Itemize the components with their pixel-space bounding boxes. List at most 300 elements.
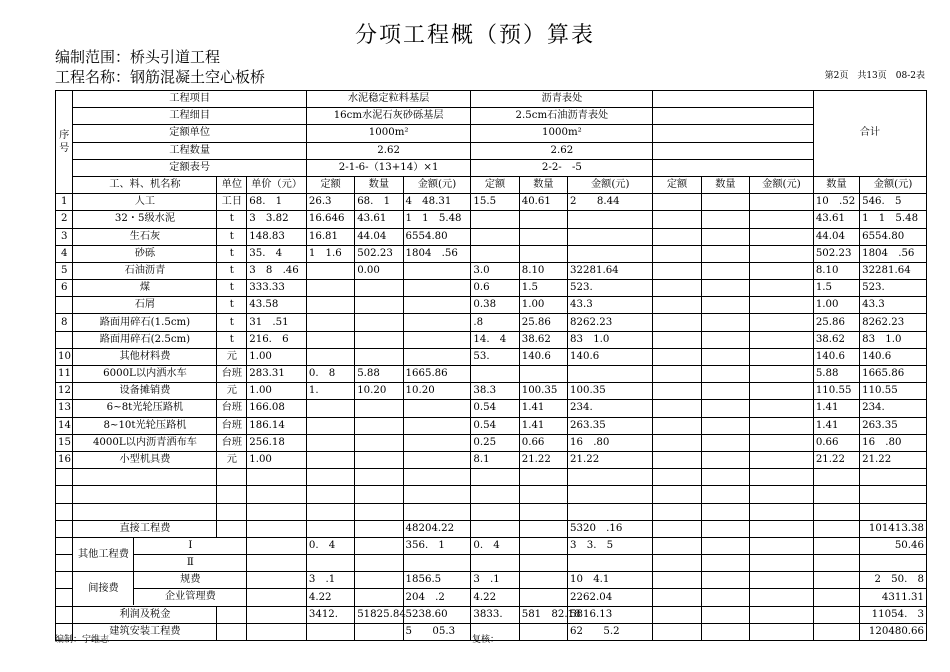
- value-cell: [306, 331, 354, 348]
- item-name: 8~10t光轮压路机: [73, 417, 217, 434]
- value-cell: [519, 245, 567, 262]
- value-cell: 14. 4: [471, 331, 519, 348]
- value-cell: [653, 280, 701, 297]
- blank-cell: [519, 486, 567, 503]
- value-cell: [247, 572, 307, 589]
- value-cell: [247, 606, 307, 623]
- value-cell: 1856.5: [403, 572, 471, 589]
- value-cell: [653, 623, 701, 640]
- value-cell: 101413.38: [860, 520, 927, 537]
- value-cell: [701, 572, 749, 589]
- header-col3: [653, 125, 813, 142]
- table-row: [56, 434, 927, 451]
- value-cell: 10.20: [403, 383, 471, 400]
- table-row: [56, 245, 927, 262]
- value-cell: 263.35: [568, 417, 653, 434]
- value-cell: 1.: [306, 383, 354, 400]
- value-cell: [519, 589, 567, 606]
- value-cell: [355, 572, 403, 589]
- value-cell: [750, 331, 814, 348]
- price-cell: 256.18: [247, 434, 307, 451]
- value-cell: 234.: [568, 400, 653, 417]
- value-cell: [519, 537, 567, 554]
- column-head: 工、料、机名称: [73, 176, 217, 193]
- value-cell: 0. 8: [306, 366, 354, 383]
- value-cell: [653, 228, 701, 245]
- blank-cell: [217, 503, 247, 520]
- header-row: [56, 108, 927, 125]
- value-cell: 4311.31: [860, 589, 927, 606]
- value-cell: 3412.: [306, 606, 354, 623]
- value-cell: [860, 555, 927, 572]
- price-cell: 166.08: [247, 400, 307, 417]
- value-cell: [471, 245, 519, 262]
- value-cell: [750, 280, 814, 297]
- price-cell: 186.14: [247, 417, 307, 434]
- value-cell: 5.88: [813, 366, 859, 383]
- value-cell: 51825.84: [355, 606, 403, 623]
- value-cell: 25.86: [519, 314, 567, 331]
- value-cell: 546. 5: [860, 194, 927, 211]
- blank-cell: [247, 469, 307, 486]
- item-name: 设备摊销费: [73, 383, 217, 400]
- value-cell: [247, 589, 307, 606]
- value-cell: [701, 555, 749, 572]
- unit-cell: [217, 623, 247, 640]
- column-head: 定额: [306, 176, 354, 193]
- value-cell: [701, 589, 749, 606]
- seq-header: 序 号: [56, 91, 73, 194]
- value-cell: [403, 348, 471, 365]
- seq-cell: [56, 606, 73, 623]
- value-cell: [750, 400, 814, 417]
- blank-cell: [403, 469, 471, 486]
- seq-cell: [56, 331, 73, 348]
- value-cell: [306, 297, 354, 314]
- item-name: 生石灰: [73, 228, 217, 245]
- value-cell: [355, 520, 403, 537]
- blank-cell: [355, 486, 403, 503]
- value-cell: [750, 194, 814, 211]
- value-cell: 21.22: [568, 451, 653, 468]
- blank-row: [56, 469, 927, 486]
- blank-cell: [568, 486, 653, 503]
- value-cell: [653, 348, 701, 365]
- blank-cell: [750, 486, 814, 503]
- other-costs-sub2: Ⅱ: [186, 557, 194, 569]
- unit-cell: [217, 520, 247, 537]
- value-cell: [653, 589, 701, 606]
- value-cell: 15.5: [471, 194, 519, 211]
- blank-cell: [519, 469, 567, 486]
- column-head: 数量: [701, 176, 749, 193]
- value-cell: .8: [471, 314, 519, 331]
- value-cell: [750, 589, 814, 606]
- value-cell: 0.00: [355, 262, 403, 279]
- value-cell: [750, 555, 814, 572]
- seq-cell: 3: [56, 228, 73, 245]
- column-head-row: [56, 176, 927, 193]
- value-cell: [701, 211, 749, 228]
- blank-cell: [813, 469, 859, 486]
- seq-cell: [56, 520, 73, 537]
- value-cell: [701, 194, 749, 211]
- item-name: 路面用碎石(1.5cm): [73, 314, 217, 331]
- blank-cell: [519, 503, 567, 520]
- unit-cell: t: [217, 331, 247, 348]
- value-cell: 1.5: [813, 280, 859, 297]
- value-cell: [750, 262, 814, 279]
- value-cell: [653, 245, 701, 262]
- value-cell: [701, 451, 749, 468]
- blank-cell: [355, 469, 403, 486]
- value-cell: [653, 451, 701, 468]
- seq-cell: 8: [56, 314, 73, 331]
- header-col2: 2.62: [471, 142, 653, 159]
- value-cell: [568, 211, 653, 228]
- header-col3: [653, 91, 813, 108]
- value-cell: [653, 297, 701, 314]
- value-cell: [519, 572, 567, 589]
- value-cell: [471, 211, 519, 228]
- value-cell: [355, 589, 403, 606]
- value-cell: [701, 262, 749, 279]
- header-label: 工程数量: [73, 142, 306, 159]
- value-cell: [653, 262, 701, 279]
- blank-cell: [813, 486, 859, 503]
- header-row: [56, 142, 927, 159]
- value-cell: 523.: [568, 280, 653, 297]
- value-cell: [306, 348, 354, 365]
- value-cell: 40.61: [519, 194, 567, 211]
- value-cell: 4 48.31: [403, 194, 471, 211]
- value-cell: [355, 400, 403, 417]
- blank-cell: [355, 503, 403, 520]
- column-head: 金额(元): [750, 176, 814, 193]
- item-name: 6~8t光轮压路机: [73, 400, 217, 417]
- blank-cell: [750, 503, 814, 520]
- blank-cell: [653, 503, 701, 520]
- value-cell: [750, 211, 814, 228]
- item-name: 人工: [73, 194, 217, 211]
- summary-row: [56, 606, 927, 623]
- seq-cell: [56, 589, 73, 606]
- value-cell: [355, 348, 403, 365]
- value-cell: 1.00: [813, 297, 859, 314]
- header-col2: 2.5cm石油沥青表处: [471, 108, 653, 125]
- value-cell: 0.54: [471, 400, 519, 417]
- value-cell: [306, 434, 354, 451]
- indirect-sub-mgmt: 企业管理费: [164, 591, 216, 603]
- value-cell: 4.22: [306, 589, 354, 606]
- seq-cell: 16: [56, 451, 73, 468]
- value-cell: 3 .1: [471, 572, 519, 589]
- table-row: [56, 451, 927, 468]
- value-cell: [701, 314, 749, 331]
- value-cell: 523.: [860, 280, 927, 297]
- blank-cell: [860, 486, 927, 503]
- unit-cell: 工日: [217, 194, 247, 211]
- value-cell: 38.62: [813, 331, 859, 348]
- value-cell: 120480.66: [860, 623, 927, 640]
- blank-row: [56, 503, 927, 520]
- value-cell: 8262.23: [860, 314, 927, 331]
- column-head: 数量: [519, 176, 567, 193]
- table-row: [56, 280, 927, 297]
- column-head: 单价（元）: [247, 176, 307, 193]
- value-cell: [701, 297, 749, 314]
- unit-cell: t: [217, 245, 247, 262]
- value-cell: [306, 262, 354, 279]
- price-cell: 35. 4: [247, 245, 307, 262]
- column-head: 金额(元): [403, 176, 471, 193]
- value-cell: [355, 314, 403, 331]
- value-cell: [306, 400, 354, 417]
- value-cell: [813, 520, 859, 537]
- value-cell: [653, 314, 701, 331]
- value-cell: 0.66: [519, 434, 567, 451]
- unit-cell: 元: [217, 451, 247, 468]
- value-cell: 21.22: [813, 451, 859, 468]
- value-cell: [355, 417, 403, 434]
- value-cell: 53.: [471, 348, 519, 365]
- table-row: [56, 383, 927, 400]
- value-cell: [355, 555, 403, 572]
- blank-cell: [306, 503, 354, 520]
- value-cell: [701, 623, 749, 640]
- value-cell: [403, 262, 471, 279]
- header-col3: [653, 142, 813, 159]
- price-cell: 333.33: [247, 280, 307, 297]
- value-cell: [306, 555, 354, 572]
- value-cell: [403, 434, 471, 451]
- header-col3: [653, 159, 813, 176]
- table-row: [56, 348, 927, 365]
- value-cell: [750, 417, 814, 434]
- price-cell: 43.58: [247, 297, 307, 314]
- blank-cell: [750, 469, 814, 486]
- item-name: 小型机具费: [73, 451, 217, 468]
- item-name: 路面用碎石(2.5cm): [73, 331, 217, 348]
- value-cell: 1.41: [813, 400, 859, 417]
- table-body: [56, 91, 927, 641]
- value-cell: [519, 366, 567, 383]
- value-cell: 6554.80: [403, 228, 471, 245]
- page-title: 分项工程概（预）算表: [354, 23, 595, 48]
- blank-cell: [247, 503, 307, 520]
- value-cell: 83 1.0: [860, 331, 927, 348]
- value-cell: 5.88: [355, 366, 403, 383]
- header-label: 定额表号: [73, 159, 306, 176]
- blank-cell: [860, 503, 927, 520]
- seq-cell: 13: [56, 400, 73, 417]
- value-cell: 83 1.0: [568, 331, 653, 348]
- blank-cell: [247, 486, 307, 503]
- item-name: 煤: [73, 280, 217, 297]
- indirect-costs-title: 间接费: [73, 572, 134, 605]
- unit-cell: 台班: [217, 366, 247, 383]
- unit-cell: 元: [217, 383, 247, 400]
- value-cell: 3 3. 5: [568, 537, 653, 554]
- header-col1: 2-1-6-（13+14）×1: [306, 159, 471, 176]
- value-cell: 16.81: [306, 228, 354, 245]
- item-name: 6000L以内洒水车: [73, 366, 217, 383]
- value-cell: 1.41: [519, 400, 567, 417]
- value-cell: 1 1 5.48: [403, 211, 471, 228]
- value-cell: 2262.04: [568, 589, 653, 606]
- value-cell: 0.66: [813, 434, 859, 451]
- value-cell: [813, 606, 859, 623]
- value-cell: [813, 537, 859, 554]
- indirect-costs-label: [73, 572, 247, 606]
- value-cell: [653, 400, 701, 417]
- value-cell: 8.1: [471, 451, 519, 468]
- value-cell: 10 .52: [813, 194, 859, 211]
- value-cell: [403, 280, 471, 297]
- value-cell: 1665.86: [403, 366, 471, 383]
- value-cell: 4.22: [471, 589, 519, 606]
- value-cell: 140.6: [813, 348, 859, 365]
- value-cell: 1.41: [519, 417, 567, 434]
- seq-cell: [56, 537, 73, 554]
- value-cell: 5238.60: [403, 606, 471, 623]
- value-cell: 21.22: [860, 451, 927, 468]
- value-cell: 44.04: [813, 228, 859, 245]
- value-cell: 43.3: [568, 297, 653, 314]
- value-cell: 50.46: [860, 537, 927, 554]
- seq-cell: 5: [56, 262, 73, 279]
- value-cell: 26.3: [306, 194, 354, 211]
- value-cell: [813, 589, 859, 606]
- header-label: 定额单位: [73, 125, 306, 142]
- price-cell: 1.00: [247, 451, 307, 468]
- value-cell: [306, 520, 354, 537]
- value-cell: [519, 211, 567, 228]
- blank-cell: [471, 486, 519, 503]
- value-cell: [701, 520, 749, 537]
- value-cell: 43.61: [355, 211, 403, 228]
- blank-row: [56, 486, 927, 503]
- value-cell: [653, 520, 701, 537]
- column-head: 金额(元): [568, 176, 653, 193]
- value-cell: 38.3: [471, 383, 519, 400]
- summary-row: [56, 537, 927, 554]
- value-cell: [355, 451, 403, 468]
- value-cell: 32281.64: [568, 262, 653, 279]
- value-cell: 8.10: [519, 262, 567, 279]
- table-row: [56, 314, 927, 331]
- value-cell: [306, 314, 354, 331]
- blank-cell: [471, 469, 519, 486]
- value-cell: 16.646: [306, 211, 354, 228]
- value-cell: 100.35: [519, 383, 567, 400]
- project-label: 工程名称：钢筋混凝土空心板桥: [55, 68, 266, 86]
- table-row: [56, 331, 927, 348]
- column-head: 定额: [471, 176, 519, 193]
- value-cell: 43.61: [813, 211, 859, 228]
- value-cell: [701, 537, 749, 554]
- column-head: 单位: [217, 176, 247, 193]
- value-cell: [750, 537, 814, 554]
- value-cell: [813, 572, 859, 589]
- value-cell: 140.6: [860, 348, 927, 365]
- value-cell: [247, 520, 307, 537]
- value-cell: 2 50. 8: [860, 572, 927, 589]
- value-cell: [701, 417, 749, 434]
- seq-cell: [56, 297, 73, 314]
- value-cell: 140.6: [519, 348, 567, 365]
- value-cell: 44.04: [355, 228, 403, 245]
- blank-cell: [653, 469, 701, 486]
- value-cell: [750, 434, 814, 451]
- value-cell: [355, 434, 403, 451]
- value-cell: [701, 280, 749, 297]
- value-cell: 1.5: [519, 280, 567, 297]
- table-row: [56, 194, 927, 211]
- header-row: [56, 91, 927, 108]
- value-cell: 1 1.6: [306, 245, 354, 262]
- other-costs-title: 其他工程费: [73, 538, 134, 571]
- value-cell: 110.55: [860, 383, 927, 400]
- value-cell: [306, 280, 354, 297]
- value-cell: [568, 555, 653, 572]
- value-cell: [568, 366, 653, 383]
- value-cell: 38.62: [519, 331, 567, 348]
- unit-cell: t: [217, 262, 247, 279]
- price-cell: 68. 1: [247, 194, 307, 211]
- value-cell: 502.23: [813, 245, 859, 262]
- value-cell: 1 1 5.48: [860, 211, 927, 228]
- other-costs-label: [73, 537, 247, 571]
- value-cell: [568, 228, 653, 245]
- unit-cell: [217, 606, 247, 623]
- seq-cell: 6: [56, 280, 73, 297]
- seq-cell: 10: [56, 348, 73, 365]
- value-cell: 100.35: [568, 383, 653, 400]
- value-cell: 16 .80: [860, 434, 927, 451]
- value-cell: [701, 228, 749, 245]
- value-cell: 0. 4: [306, 537, 354, 554]
- unit-cell: 台班: [217, 434, 247, 451]
- table-row: [56, 211, 927, 228]
- value-cell: 140.6: [568, 348, 653, 365]
- value-cell: [355, 623, 403, 640]
- header-label: 工程项目: [73, 91, 306, 108]
- value-cell: [701, 331, 749, 348]
- value-cell: [519, 228, 567, 245]
- value-cell: 1.41: [813, 417, 859, 434]
- blank-cell: [73, 486, 217, 503]
- value-cell: [519, 520, 567, 537]
- value-cell: 356. 1: [403, 537, 471, 554]
- summary-row: [56, 520, 927, 537]
- value-cell: [750, 245, 814, 262]
- value-cell: 1665.86: [860, 366, 927, 383]
- value-cell: [750, 366, 814, 383]
- value-cell: 234.: [860, 400, 927, 417]
- unit-cell: t: [217, 280, 247, 297]
- value-cell: 263.35: [860, 417, 927, 434]
- blank-cell: [403, 503, 471, 520]
- header-col2: 沥青表处: [471, 91, 653, 108]
- value-cell: [306, 417, 354, 434]
- header-col1: 水泥稳定粒料基层: [306, 91, 471, 108]
- value-cell: [701, 383, 749, 400]
- blank-cell: [860, 469, 927, 486]
- value-cell: [653, 606, 701, 623]
- seq-cell: 14: [56, 417, 73, 434]
- value-cell: [750, 623, 814, 640]
